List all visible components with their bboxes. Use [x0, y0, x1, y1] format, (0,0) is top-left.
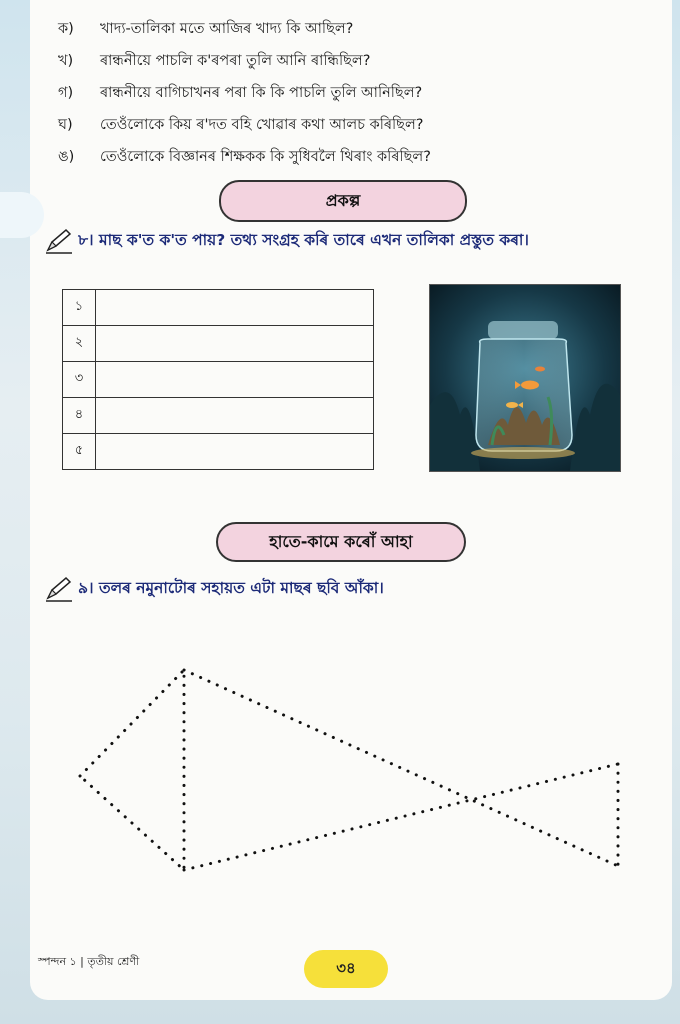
- page-number-badge: ৩৪: [304, 950, 388, 988]
- table-row: ২: [63, 326, 374, 362]
- table-row: ৩: [63, 362, 374, 398]
- question-item: ঘ) তেওঁলোকে কিয় ৰ'দত বহি খোৱাৰ কথা আলচ কৰিছিল?: [58, 117, 424, 133]
- answer-cell[interactable]: [96, 398, 374, 434]
- pencil-icon: [44, 576, 74, 602]
- question-item: ঙ) তেওঁলোকে বিজ্ঞানৰ শিক্ষকক কি সুধিবলৈ থিৰাং কৰিছিল?: [58, 149, 431, 165]
- task-9-text: ৯। তলৰ নমুনাটোৰ সহায়ত এটা মাছৰ ছবি আঁকা।: [78, 579, 384, 597]
- answer-cell[interactable]: [96, 434, 374, 470]
- table-row: ৫: [63, 434, 374, 470]
- table-row: ৪: [63, 398, 374, 434]
- pencil-icon: [44, 228, 74, 254]
- project-heading: প্ৰকল্প: [219, 180, 467, 222]
- question-item: খ) ৰান্ধনীয়ে পাচলি ক'ৰপৰা তুলি আনি ৰান্ধিছিল?: [58, 53, 371, 69]
- answer-cell[interactable]: [96, 290, 374, 326]
- question-item: ক) খাদ্য-তালিকা মতে আজিৰ খাদ্য কি আছিল?: [58, 21, 354, 37]
- answer-cell[interactable]: [96, 326, 374, 362]
- footer-text: স্পন্দন ১ | তৃতীয় শ্ৰেণী: [38, 955, 140, 968]
- answer-cell[interactable]: [96, 362, 374, 398]
- task-9: [44, 576, 384, 602]
- question-item: গ) ৰান্ধনীয়ে বাগিচাখনৰ পৰা কি কি পাচলি তুলি আনিছিল?: [58, 85, 423, 101]
- table-row: ১: [63, 290, 374, 326]
- dotted-fish-outline: [68, 660, 628, 880]
- task-8-text: ৮। মাছ ক'ত ক'ত পায়? তথ্য সংগ্ৰহ কৰি তাৰে এখন তালিকা প্ৰস্তুত কৰা।: [78, 231, 529, 249]
- answer-table: [62, 289, 374, 470]
- task-8: [44, 228, 529, 254]
- craft-heading: হাতে-কামে কৰোঁ আহা: [216, 522, 466, 562]
- fish-jar-image: [429, 284, 621, 472]
- cloud-decoration: [0, 192, 44, 238]
- question-list: [58, 14, 658, 174]
